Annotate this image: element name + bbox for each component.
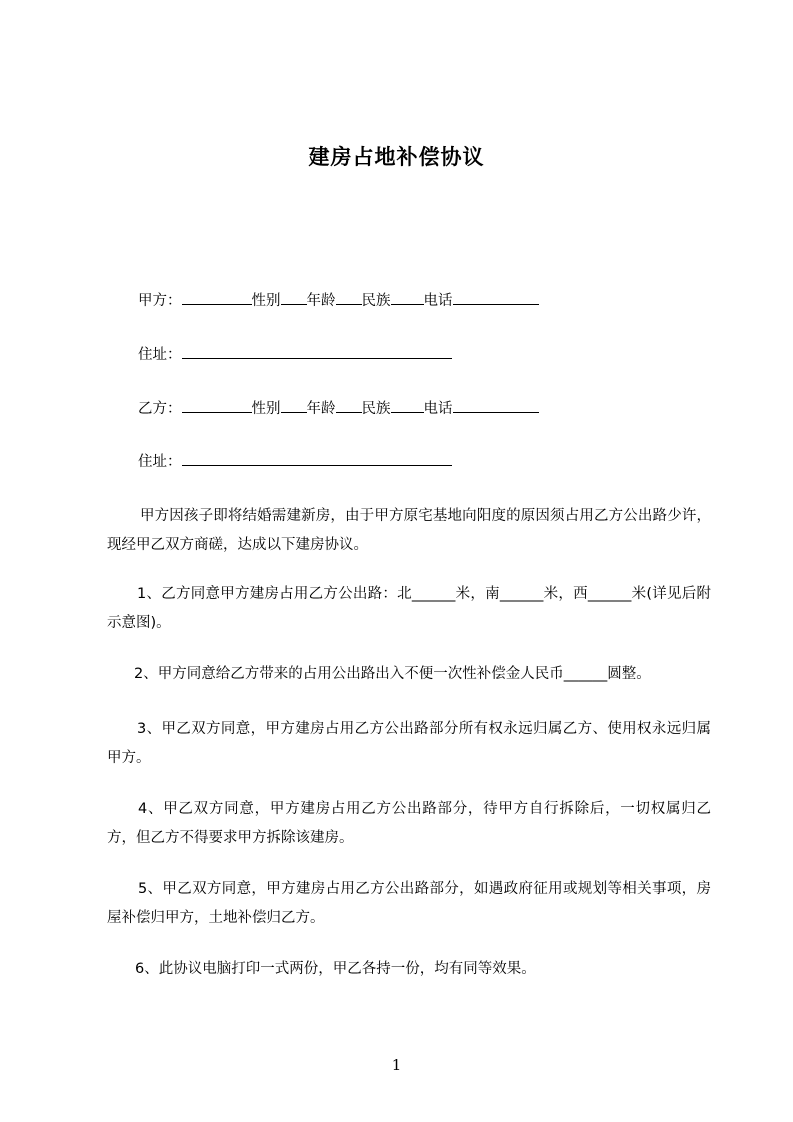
clause-1: 1、乙方同意甲方建房占用乙方公出路：北______米，南______米，西______米(详见后附示意图)。 bbox=[107, 586, 711, 631]
party-a-address-blank bbox=[182, 344, 452, 359]
party-b-address-blank bbox=[182, 451, 452, 466]
intro-paragraph: 甲方因孩子即将结婚需建新房，由于甲方原宅基地向阳度的原因须占用乙方公出路少许，现经甲乙双方商磋，达成以下建房协议。 bbox=[107, 508, 711, 553]
clause-4: 4、甲乙双方同意，甲方建房占用乙方公出路部分，待甲方自行拆除后，一切权属归乙方，但乙方不得要求甲方拆除该建房。 bbox=[107, 801, 711, 846]
party-b-address-line bbox=[138, 451, 452, 472]
party-b-age-blank bbox=[336, 398, 362, 413]
clause-6: 6、此协议电脑打印一式两份，甲乙各持一份，均有同等效果。 bbox=[135, 961, 536, 977]
party-b-gender-label: 性别 bbox=[251, 401, 281, 417]
party-a-label: 甲方： bbox=[138, 293, 182, 309]
party-a-gender-label: 性别 bbox=[251, 293, 281, 309]
party-a-ethnicity-blank bbox=[391, 290, 424, 305]
clause-5: 5、甲乙双方同意，甲方建房占用乙方公出路部分，如遇政府征用或规划等相关事项，房屋补偿归甲方，土地补偿归乙方。 bbox=[107, 881, 711, 926]
party-a-phone-blank bbox=[453, 290, 539, 305]
party-a-age-blank bbox=[336, 290, 362, 305]
party-b-ethnicity-label: 民族 bbox=[361, 401, 391, 417]
clause-3: 3、甲乙双方同意，甲方建房占用乙方公出路部分所有权永远归属乙方、使用权永远归属甲方。 bbox=[107, 721, 711, 766]
party-b-label: 乙方： bbox=[138, 401, 182, 417]
party-b-ethnicity-blank bbox=[391, 398, 424, 413]
document-title: 建房占地补偿协议 bbox=[308, 145, 485, 169]
party-a-age-label: 年龄 bbox=[306, 293, 336, 309]
party-b-line bbox=[138, 398, 539, 419]
party-a-name-blank bbox=[182, 290, 252, 305]
party-b-phone-label: 电话 bbox=[423, 401, 453, 417]
party-b-age-label: 年龄 bbox=[306, 401, 336, 417]
party-a-gender-blank bbox=[281, 290, 307, 305]
party-b-phone-blank bbox=[453, 398, 539, 413]
page-number: 1 bbox=[391, 1056, 402, 1074]
party-a-address-line bbox=[138, 344, 452, 365]
party-b-address-label: 住址： bbox=[138, 454, 182, 470]
clause-2: 2、甲方同意给乙方带来的占用公出路出入不便一次性补偿金人民币______圆整。 bbox=[134, 666, 651, 682]
party-a-address-label: 住址： bbox=[138, 347, 182, 363]
party-b-name-blank bbox=[182, 398, 252, 413]
party-b-gender-blank bbox=[281, 398, 307, 413]
party-a-ethnicity-label: 民族 bbox=[361, 293, 391, 309]
party-a-phone-label: 电话 bbox=[423, 293, 453, 309]
party-a-line bbox=[138, 290, 539, 311]
